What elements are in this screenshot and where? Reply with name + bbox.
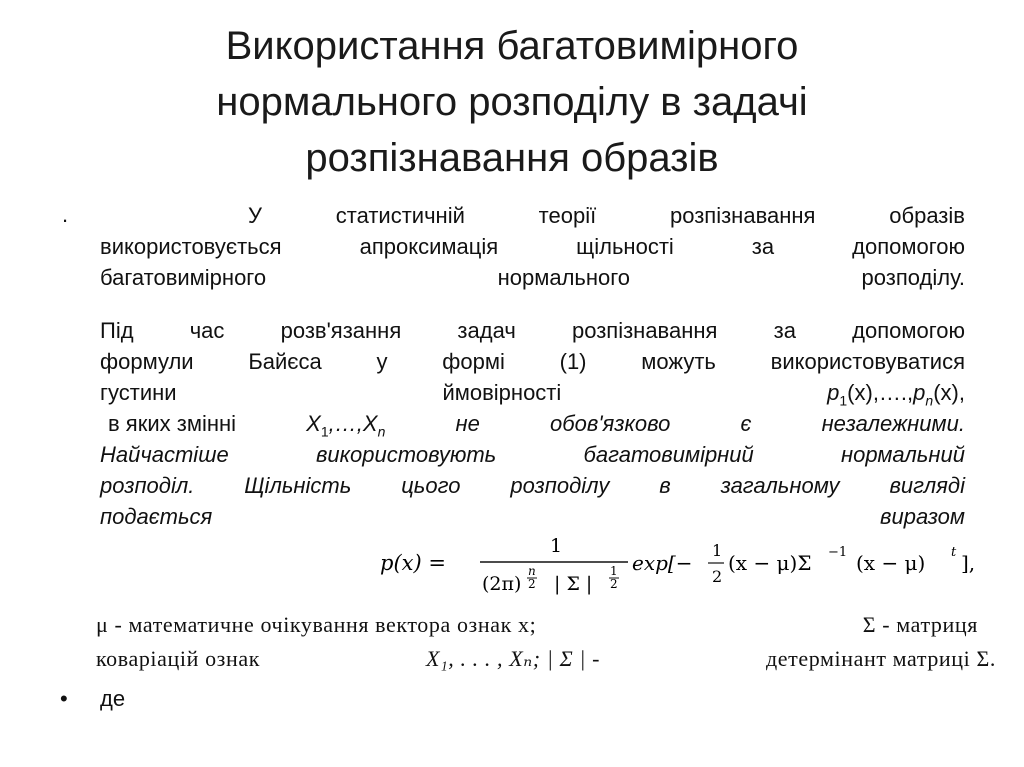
variables-abs: X₁, . . . , Xₙ; | Σ | -: [425, 646, 601, 671]
definitions-row-1: [96, 608, 996, 642]
formula-abs-sigma: | Σ |: [554, 573, 593, 595]
title-line-3: розпізнавання образів: [305, 136, 719, 180]
exponent-half-den: 2: [610, 577, 618, 591]
word: щільності: [576, 234, 674, 259]
word: розв'язання: [280, 318, 402, 343]
definitions-row-2: [96, 642, 996, 676]
word: (1): [559, 349, 587, 374]
word: допомогою: [852, 318, 965, 343]
word: задач: [457, 318, 516, 343]
bullet-dot: .: [62, 202, 69, 227]
word: в яких змінні: [108, 411, 237, 436]
word: у: [376, 349, 388, 374]
word: розпізнавання: [669, 203, 816, 228]
word: цього: [401, 473, 461, 498]
word: незалежними.: [821, 411, 965, 436]
variables-notation: $X_1,\dots,X_n$: [306, 411, 386, 440]
word: використовується: [100, 234, 282, 259]
paragraph-3: де: [100, 686, 126, 711]
word: загальному: [720, 473, 840, 498]
word: розподіл.: [100, 473, 195, 498]
word: допомогою: [852, 234, 965, 259]
word: статистичній: [335, 203, 465, 228]
formula-tail-2: (x − μ): [856, 551, 926, 575]
word: не: [455, 411, 480, 436]
word: ймовірності: [442, 380, 562, 405]
par2-line-5: [100, 439, 965, 470]
word: час: [189, 318, 225, 343]
word: формули: [100, 349, 194, 374]
word: Під: [100, 318, 134, 343]
formula-tail: (x − μ)Σ: [728, 551, 812, 575]
word: за: [751, 234, 775, 259]
exponent-2: 2: [528, 577, 536, 591]
par2-line-3: [100, 377, 965, 408]
word: використовуватися: [770, 349, 965, 374]
word: густини: [100, 380, 177, 405]
par1-line-3: багатовимірного нормального розподілу.: [100, 265, 965, 290]
covariance-text: коваріацій ознак: [96, 646, 260, 671]
word: Найчастіше: [100, 442, 229, 467]
density-notation: $p_1(x),\dots.,p_n(x)$,: [827, 380, 965, 409]
formula-numerator: 1: [550, 535, 563, 557]
half-num: 1: [712, 541, 723, 560]
word: розподілу: [510, 473, 610, 498]
word: використовують: [315, 442, 497, 467]
word: за: [773, 318, 796, 343]
word: образів: [889, 203, 965, 228]
exponent-n: n: [528, 564, 536, 578]
word: в: [659, 473, 671, 498]
formula-exp: exp[−: [632, 551, 693, 575]
half-den: 2: [712, 567, 723, 586]
mu-definition: μ - математичне очікування вектора ознак x;: [96, 612, 537, 637]
par2-line-1: [100, 315, 965, 346]
paragraph-1: [100, 200, 965, 293]
par2-line-2: [100, 346, 965, 377]
word: є: [740, 411, 752, 436]
par2-line-4: [100, 408, 965, 439]
sigma-definition: Σ - матриця: [862, 612, 978, 637]
determinant-text: детермінант матриці Σ.: [766, 646, 996, 671]
word: обов'язково: [550, 411, 671, 436]
word: Щільність: [244, 473, 352, 498]
word: розпізнавання: [571, 318, 718, 343]
word: У: [248, 203, 262, 228]
transpose-exponent: t: [951, 545, 957, 560]
word: теорії: [538, 203, 597, 228]
exponent-1: 1: [610, 564, 618, 578]
word: нормальний: [841, 442, 965, 467]
formula-svg: [378, 528, 1008, 598]
word: Байєса: [248, 349, 322, 374]
paragraph-2: [100, 315, 965, 532]
word: вигляді: [889, 473, 965, 498]
word: багатовимірний: [583, 442, 754, 467]
title-line-2: нормального розподілу в задачі: [216, 80, 808, 124]
par1-line-1: [100, 200, 965, 231]
par2-line-7: подається виразом: [100, 504, 965, 529]
par1-line-2: [100, 231, 965, 262]
definitions: [96, 608, 996, 676]
formula-end: ],: [961, 551, 976, 575]
word: формі: [442, 349, 505, 374]
density-formula: [378, 528, 1008, 598]
par2-line-6: [100, 470, 965, 501]
title-line-1: Використання багатовимірного: [225, 24, 799, 68]
word: можуть: [641, 349, 716, 374]
formula-denominator: (2π): [482, 573, 522, 595]
bullet-disc: •: [60, 686, 68, 711]
slide-title: [0, 18, 1024, 186]
inverse-exponent: −1: [828, 545, 848, 560]
formula-lhs: p(x) =: [380, 551, 446, 575]
word: апроксимація: [359, 234, 499, 259]
